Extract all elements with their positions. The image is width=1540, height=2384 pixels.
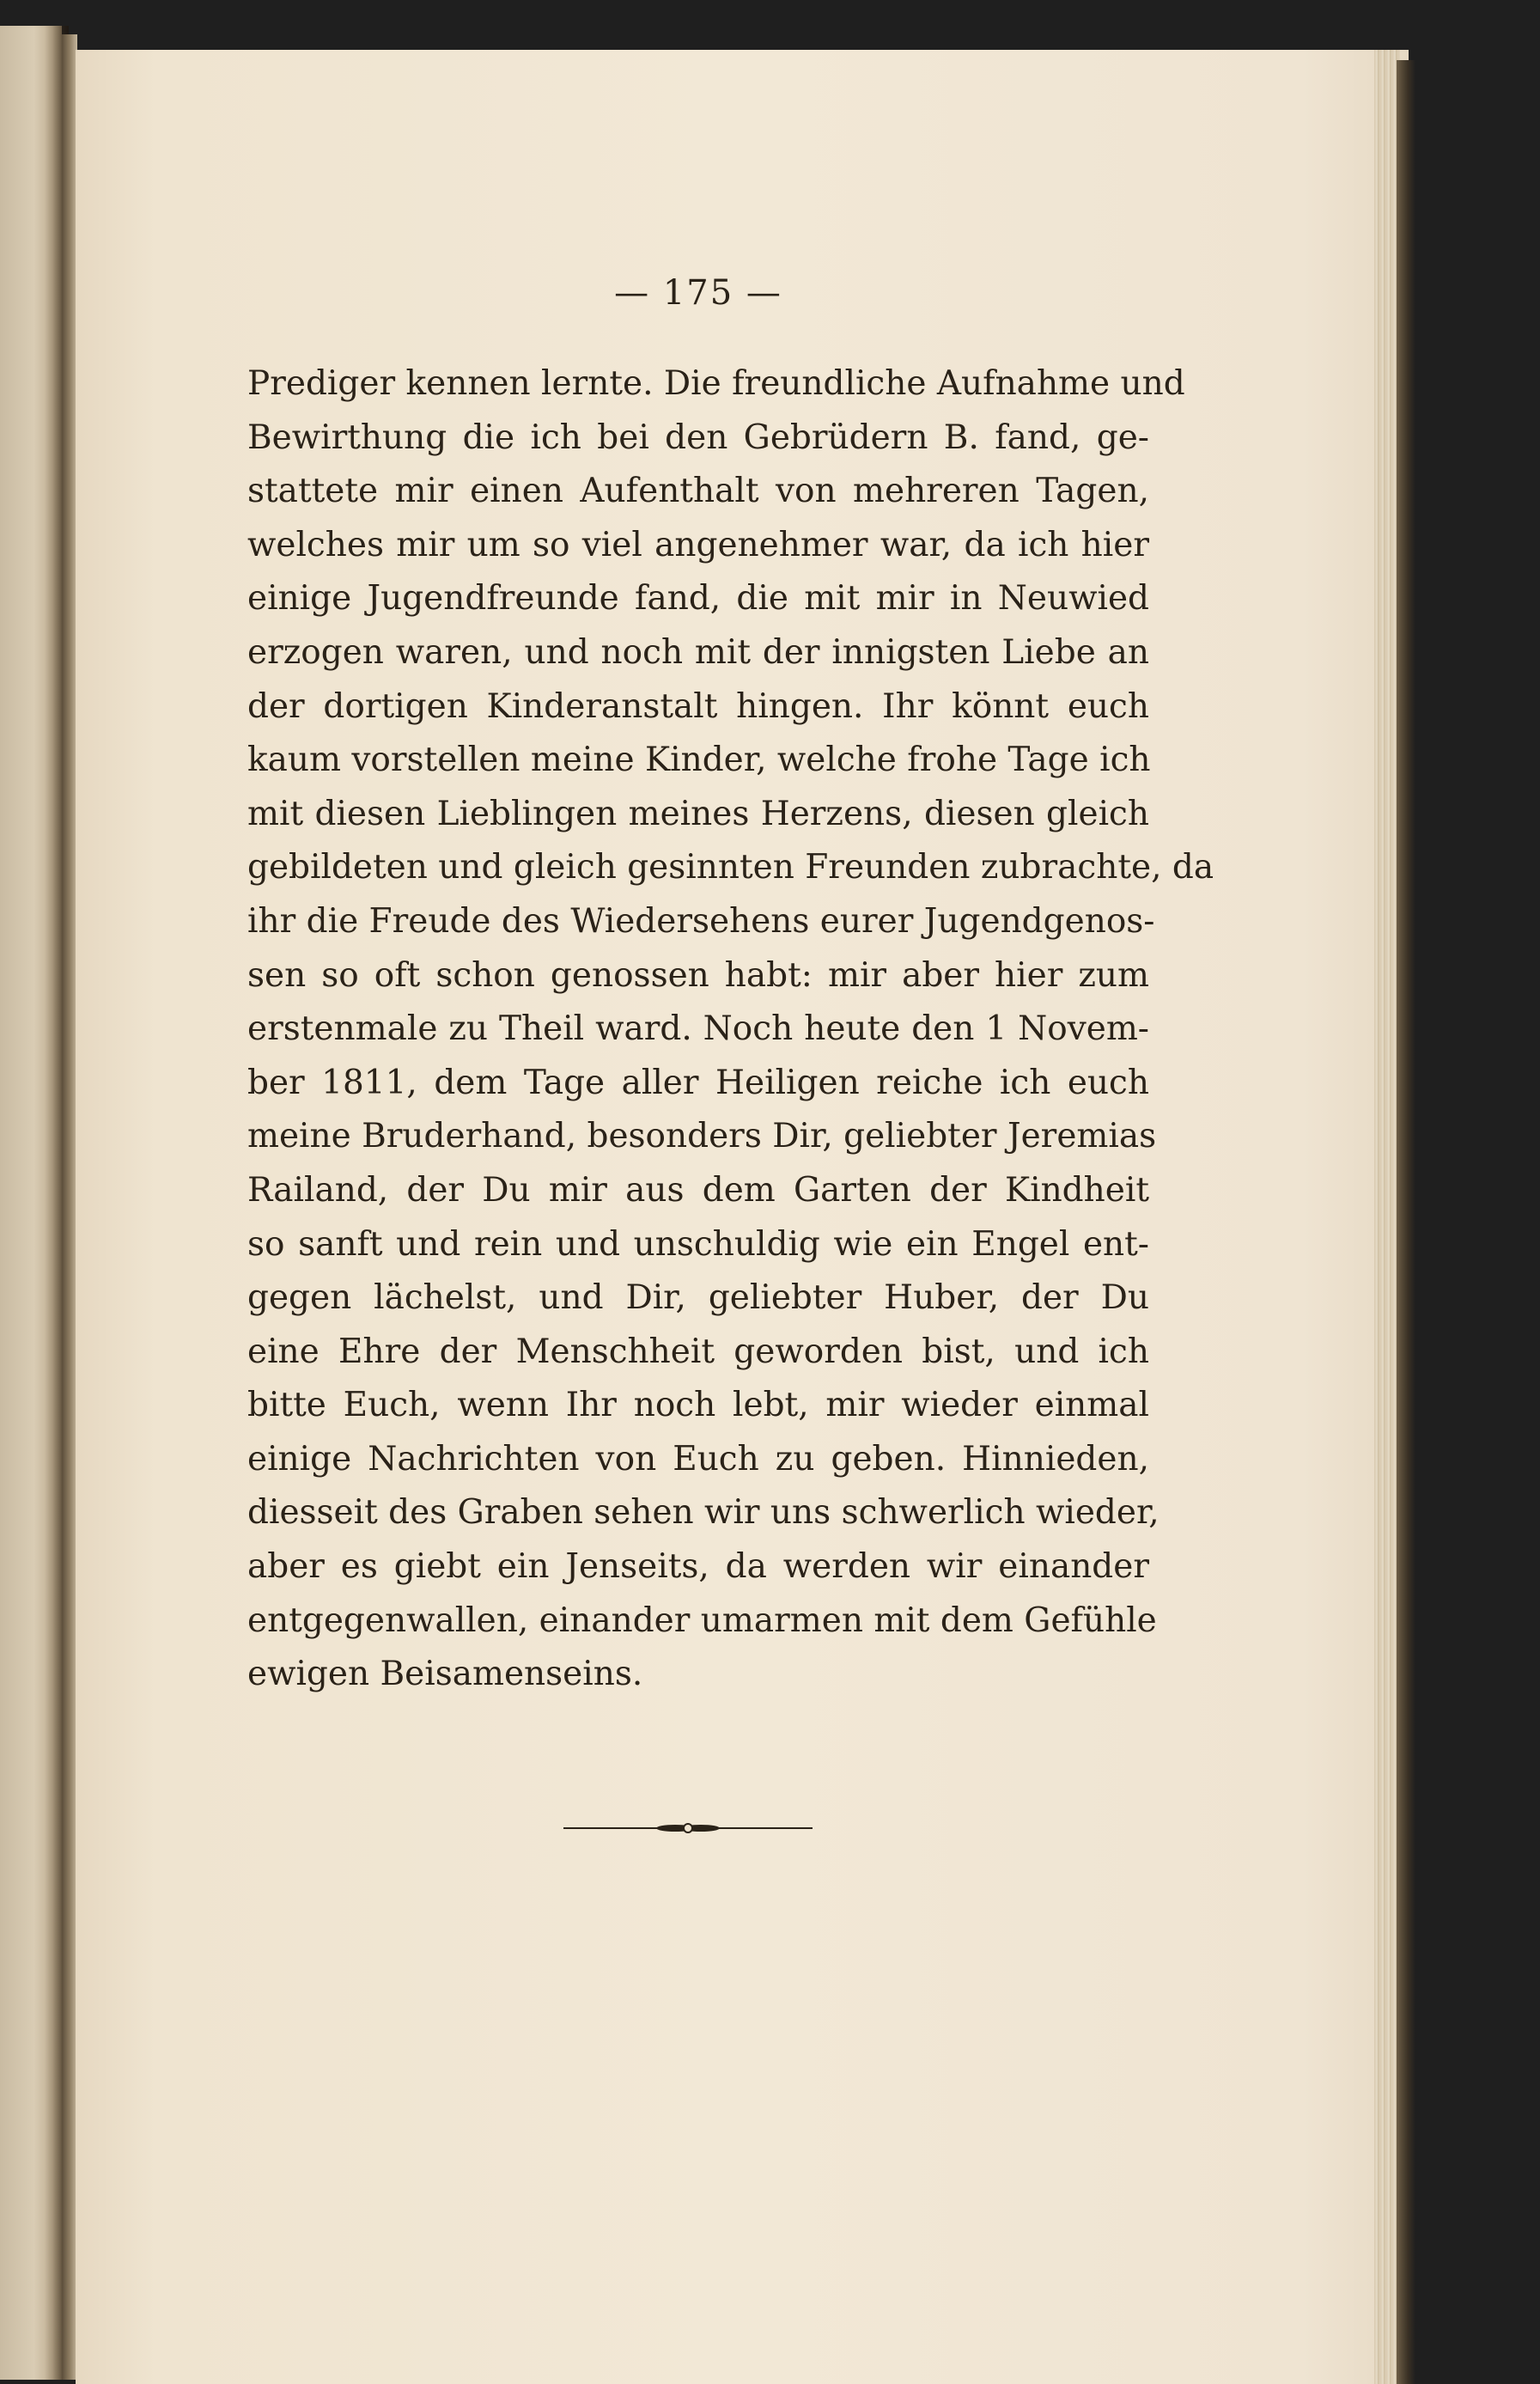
text-line: so sanft und rein und unschuldig wie ein Engel ent- xyxy=(247,1224,1149,1264)
text-line: stattete mir einen Aufenthalt von mehreren Tagen, xyxy=(247,472,1149,511)
text-line: sen so oft schon genossen habt: mir aber hier zum xyxy=(247,955,1149,995)
body-text xyxy=(247,357,1214,1702)
text-line: ber 1811, dem Tage aller Heiligen reiche ich euch xyxy=(247,1063,1149,1102)
ornamental-rule-icon xyxy=(563,1820,813,1837)
text-line: meine Bruderhand, besonders Dir, geliebter Jeremias xyxy=(247,1117,1157,1156)
text-line: entgegenwallen, einander umarmen mit dem Gefühle xyxy=(247,1601,1157,1640)
page-number: — 175 — xyxy=(614,273,782,313)
text-line: mit diesen Lieblingen meines Herzens, diesen gleich xyxy=(247,794,1149,833)
text-line: erzogen waren, und noch mit der innigsten Liebe an xyxy=(247,632,1149,672)
text-line: der dortigen Kinderanstalt hingen. Ihr könnt euch xyxy=(247,686,1149,726)
text-line: ewigen Beisamenseins. xyxy=(247,1655,643,1694)
text-line: Prediger kennen lernte. Die freundliche Aufnahme und xyxy=(247,364,1185,403)
text-line: einige Jugendfreunde fand, die mit mir in Neuwied xyxy=(247,579,1149,619)
text-line: Bewirthung die ich bei den Gebrüdern B. fand, ge- xyxy=(247,418,1149,457)
text-line: erstenmale zu Theil ward. Noch heute den 1 Novem- xyxy=(247,1009,1149,1049)
page-stack-shadow xyxy=(1397,60,1415,2384)
text-line: kaum vorstellen meine Kinder, welche frohe Tage ich xyxy=(247,741,1151,780)
text-line: bitte Euch, wenn Ihr noch lebt, mir wieder einmal xyxy=(247,1386,1149,1425)
text-line: einige Nachrichten von Euch zu geben. Hinnieden, xyxy=(247,1439,1149,1479)
text-line: gegen lächelst, und Dir, geliebter Huber, der Du xyxy=(247,1278,1149,1318)
text-line: diesseit des Graben sehen wir uns schwerlich wieder, xyxy=(247,1493,1160,1533)
text-line: ihr die Freude des Wiedersehens eurer Jugendgenos- xyxy=(247,901,1155,941)
text-line: Railand, der Du mir aus dem Garten der Kindheit xyxy=(247,1170,1149,1210)
text-line: gebildeten und gleich gesinnten Freunden zubrachte, da xyxy=(247,848,1214,887)
text-line: aber es giebt ein Jenseits, da werden wir einander xyxy=(247,1547,1149,1587)
text-line: eine Ehre der Menschheit geworden bist, und ich xyxy=(247,1332,1149,1371)
text-line: welches mir um so viel angenehmer war, da ich hier xyxy=(247,525,1149,564)
